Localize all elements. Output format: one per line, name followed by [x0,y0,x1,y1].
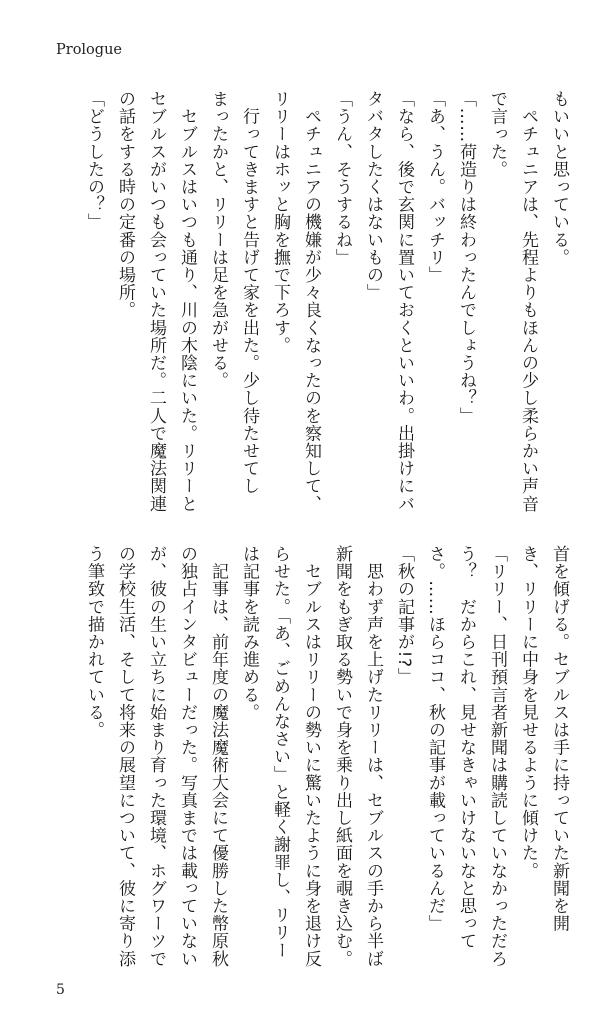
text-line: う？ だからこれ、見せなきゃいけないなと思って [456,545,476,950]
text-line: セブルスはいつも通り、川の木陰にいた。リリーと [177,90,197,513]
text-line: 「……荷造りは終わったんでしょうね？」 [456,90,476,425]
text-line: らせた。「あ、ごめんなさい」と軽く謝罪し、リリー [270,545,290,959]
page-number: 5 [56,982,65,998]
text-line: さ。……ほらココ、秋の記事が載っているんだ」 [425,545,445,933]
text-line: もいいと思っている。 [549,90,569,266]
text-line: ペチュニアは、先程よりもほんの少し柔らかい声音 [518,90,538,513]
text-line: ペチュニアの機嫌が少々良くなったのを察知して、 [301,90,321,513]
running-header: Prologue [56,42,122,58]
text-line: 思わず声を上げたリリーは、セブルスの手から半ば [363,545,383,968]
text-line: の学校生活、そして将来の展望について、彼に寄り添 [115,545,135,968]
text-line: 新聞をもぎ取る勢いで身を乗り出し紙面を覗き込む。 [332,545,352,968]
text-line: タバタしたくはないもの」 [363,90,383,302]
text-line: の話をする時の定番の場所。 [115,90,135,319]
text-line: 首を傾げる。セブルスは手に持っていた新聞を開 [549,545,569,933]
text-line: 「秋の記事が!?」 [394,545,414,686]
text-line: う筆致で描かれている。 [84,545,104,739]
text-block-bottom [73,545,569,990]
text-line: 記事は、前年度の魔法魔術大会にて優勝した幣原秋 [208,545,228,968]
text-line: 「どうしたの？」 [84,90,104,231]
text-line: が、彼の生い立ちに始まり育った環境、ホグワーツで [146,545,166,968]
text-line: き、リリーに中身を見せるように傾けた。 [518,545,538,880]
text-line: 行ってきますと告げて家を出た。少し待たせてし [239,90,259,495]
text-line: は記事を読み進める。 [239,545,259,721]
text-line: セブルスはリリーの勢いに驚いたように身を退け反 [301,545,321,968]
text-line: リリーはホッと胸を撫で下ろす。 [270,90,290,354]
text-line: セブルスがいつも会っていた場所だ。二人で魔法関連 [146,90,166,513]
text-line: の独占インタビューだった。写真までは載っていない [177,545,197,968]
text-block-top [73,90,569,516]
text-line: 「うん、そうするね」 [332,90,352,266]
text-line: 「あ、うん。バッチリ」 [425,90,445,284]
text-line: 「リリー、日刊預言者新聞は購読していなかっただろ [487,545,507,968]
text-line: 「なら、後で玄関に置いておくといいわ。出掛けにバ [394,90,414,513]
text-line: まったかと、リリーは足を急がせる。 [208,90,228,390]
text-line: で言った。 [487,90,507,178]
